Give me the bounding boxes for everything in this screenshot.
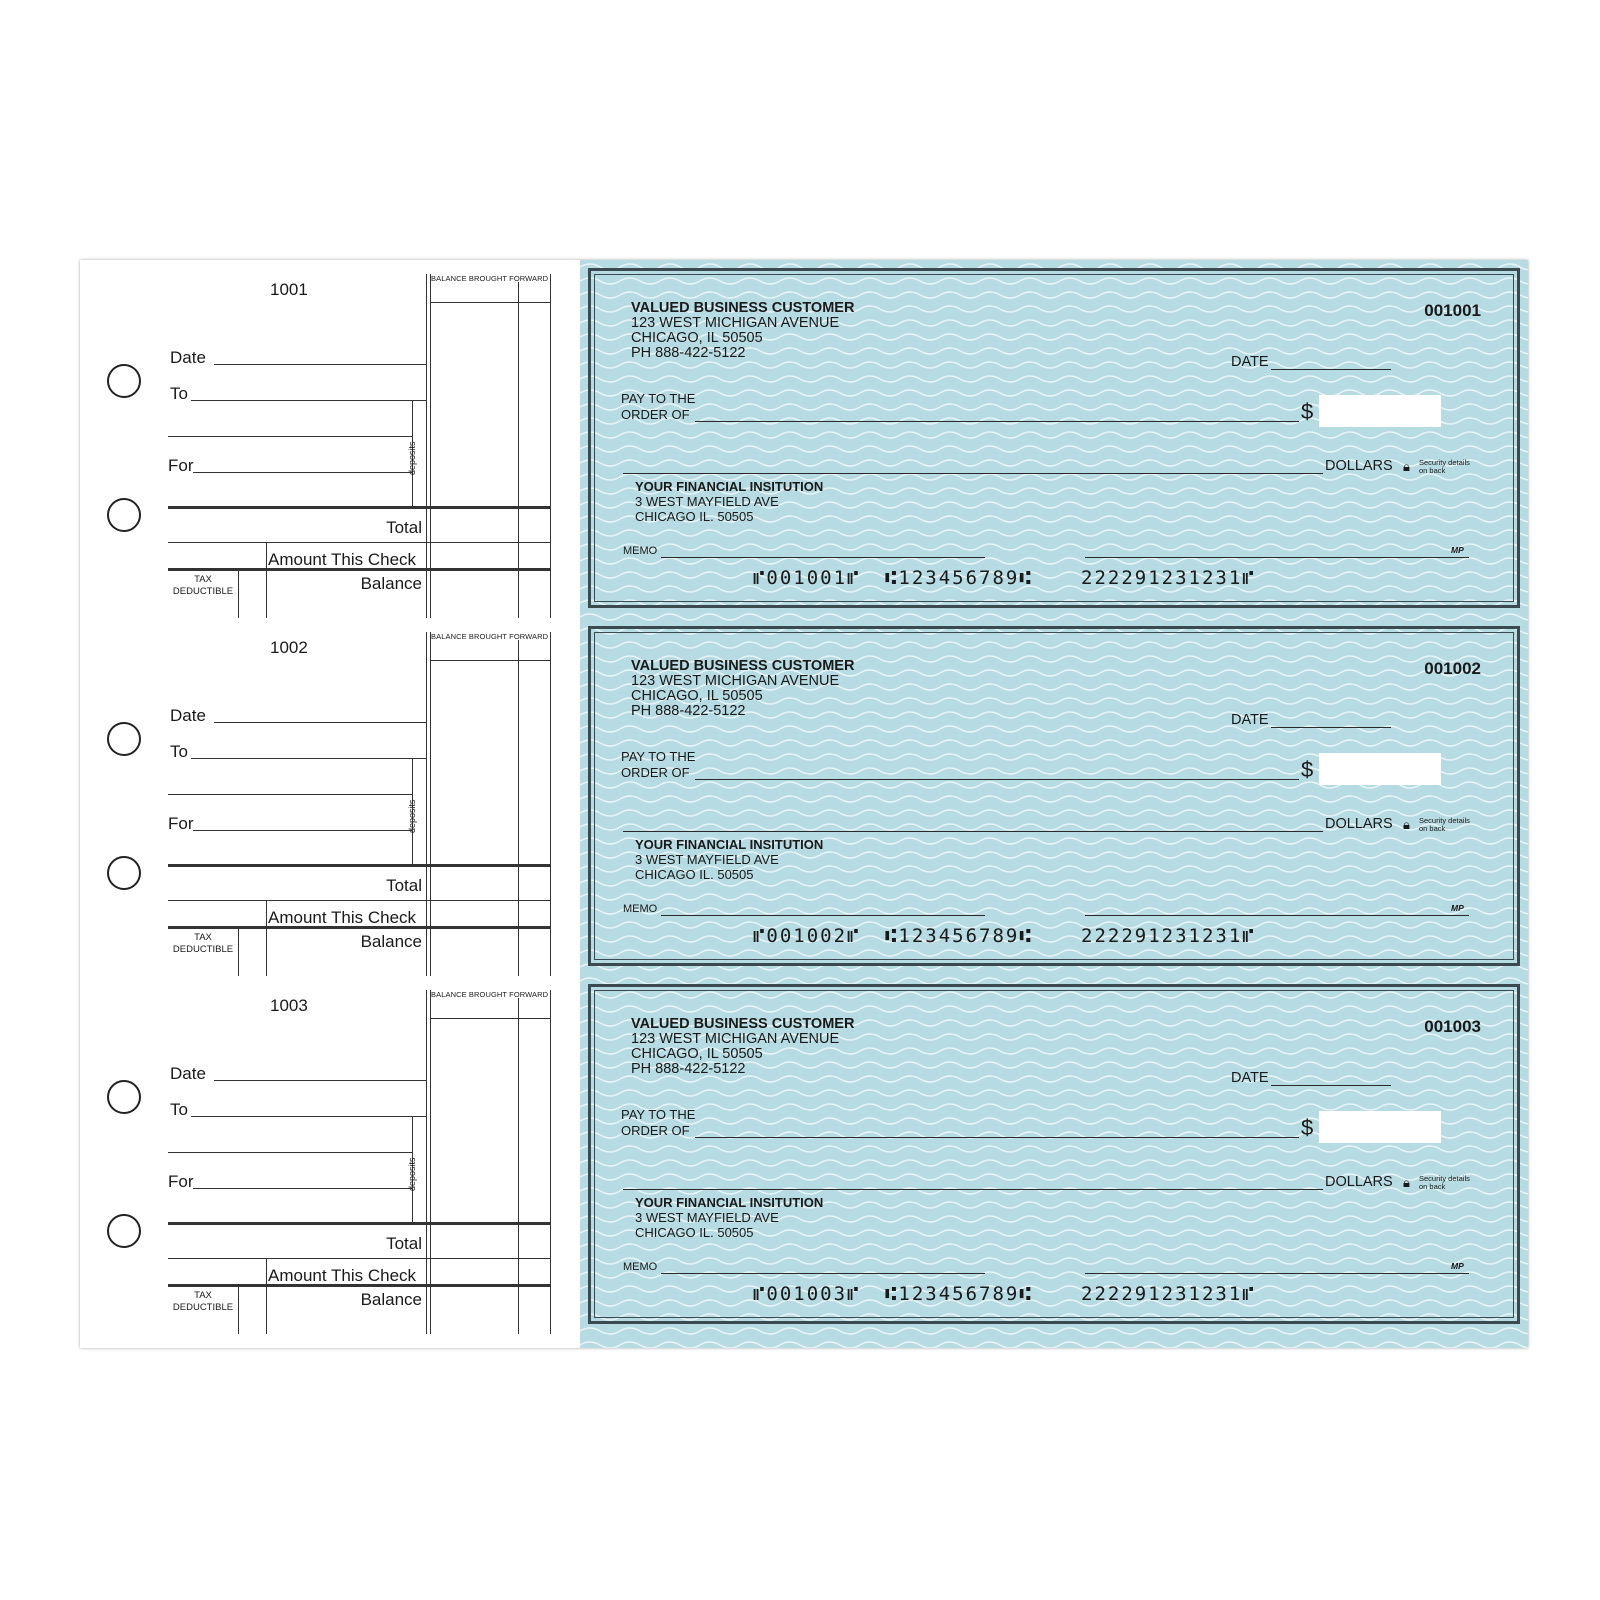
payee-field[interactable] <box>695 779 1299 780</box>
pay-to-label-line2: ORDER OF <box>621 1123 690 1138</box>
signature-line[interactable] <box>1085 557 1469 558</box>
memo-field[interactable] <box>661 557 985 558</box>
amount-this-check-label: Amount This Check <box>268 550 417 569</box>
memo-label: MEMO <box>623 1261 658 1273</box>
payee-field[interactable] <box>695 1137 1299 1138</box>
stub-balance-label: Balance <box>360 574 422 593</box>
security-details-note: Security details on back <box>1419 1174 1470 1191</box>
deposits-label: deposits <box>407 1157 417 1191</box>
company-phone: PH 888-422-5122 <box>631 703 746 719</box>
check <box>588 984 1520 1324</box>
security-details-note: Security details on back <box>1419 458 1470 475</box>
deposits-label: deposits <box>407 799 417 833</box>
dollar-sign: $ <box>1301 1115 1314 1140</box>
mp-mark: MP <box>1451 545 1464 555</box>
binder-hole <box>107 722 141 756</box>
bank-address-line2: CHICAGO IL. 50505 <box>635 1225 754 1240</box>
micr-routing-number: ⑆123456789⑆ <box>885 1283 1033 1305</box>
micr-account-number: 222291231231⑈ <box>1081 567 1256 589</box>
company-address-line2: CHICAGO, IL 50505 <box>631 688 763 704</box>
company-name: VALUED BUSINESS CUSTOMER <box>631 1016 855 1032</box>
checks-column <box>580 260 1528 1348</box>
company-name: VALUED BUSINESS CUSTOMER <box>631 658 855 674</box>
bank-address-line1: 3 WEST MAYFIELD AVE <box>635 1210 779 1225</box>
lock-icon: 🔒︎ <box>1403 1175 1410 1190</box>
amount-box[interactable] <box>1319 1111 1441 1143</box>
tax-deductible-label: TAX DEDUCTIBLE <box>172 574 234 597</box>
stubs-column <box>80 260 580 1348</box>
memo-label: MEMO <box>623 903 658 915</box>
dollars-label: DOLLARS <box>1325 1174 1393 1190</box>
micr-account-number: 222291231231⑈ <box>1081 925 1256 947</box>
signature-line[interactable] <box>1085 915 1469 916</box>
company-address-line1: 123 WEST MICHIGAN AVENUE <box>631 1031 840 1047</box>
pay-to-label-line1: PAY TO THE <box>621 391 696 406</box>
company-address-line1: 123 WEST MICHIGAN AVENUE <box>631 315 840 331</box>
amount-this-check-label: Amount This Check <box>268 908 417 927</box>
mp-mark: MP <box>1451 903 1464 913</box>
stub-number: 1002 <box>270 638 308 657</box>
dollar-sign: $ <box>1301 757 1314 782</box>
amount-box[interactable] <box>1319 395 1441 427</box>
mp-mark: MP <box>1451 1261 1464 1271</box>
bank-name: YOUR FINANCIAL INSITUTION <box>635 479 824 494</box>
check-stub <box>80 260 580 618</box>
stub-total-label: Total <box>386 1234 422 1253</box>
micr-check-number: ⑈001002⑈ <box>753 925 861 947</box>
bank-name: YOUR FINANCIAL INSITUTION <box>635 1195 824 1210</box>
signature-line[interactable] <box>1085 1273 1469 1274</box>
check-number: 001003 <box>1424 1017 1481 1036</box>
micr-routing-number: ⑆123456789⑆ <box>885 567 1033 589</box>
check <box>588 626 1520 966</box>
micr-account-number: 222291231231⑈ <box>1081 1283 1256 1305</box>
stub-balance-label: Balance <box>360 932 422 951</box>
stub-date-label: Date <box>170 1064 206 1083</box>
company-phone: PH 888-422-5122 <box>631 1061 746 1077</box>
stub-to-label: To <box>170 742 188 761</box>
dollar-sign: $ <box>1301 399 1314 424</box>
company-name: VALUED BUSINESS CUSTOMER <box>631 300 855 316</box>
date-label: DATE <box>1231 1070 1269 1086</box>
binder-hole <box>107 1214 141 1248</box>
binder-hole <box>107 364 141 398</box>
binder-hole <box>107 498 141 532</box>
balance-brought-forward-label: BALANCE BROUGHT FORWARD <box>431 274 549 283</box>
bank-address-line2: CHICAGO IL. 50505 <box>635 509 754 524</box>
dollars-label: DOLLARS <box>1325 458 1393 474</box>
check-number: 001002 <box>1424 659 1481 678</box>
pay-to-label-line1: PAY TO THE <box>621 1107 696 1122</box>
memo-label: MEMO <box>623 545 658 557</box>
amount-this-check-label: Amount This Check <box>268 1266 417 1285</box>
company-address-line1: 123 WEST MICHIGAN AVENUE <box>631 673 840 689</box>
bank-address-line2: CHICAGO IL. 50505 <box>635 867 754 882</box>
company-phone: PH 888-422-5122 <box>631 345 746 361</box>
stub-date-label: Date <box>170 706 206 725</box>
lock-icon: 🔒︎ <box>1403 459 1410 474</box>
balance-brought-forward-label: BALANCE BROUGHT FORWARD <box>431 990 549 999</box>
tax-deductible-label: TAX DEDUCTIBLE <box>172 1290 234 1313</box>
stub-balance-label: Balance <box>360 1290 422 1309</box>
amount-box[interactable] <box>1319 753 1441 785</box>
date-label: DATE <box>1231 354 1269 370</box>
pay-to-label-line2: ORDER OF <box>621 407 690 422</box>
stub-for-label: For <box>168 1172 194 1191</box>
binder-hole <box>107 856 141 890</box>
amount-words-field[interactable] <box>623 473 1323 474</box>
payee-field[interactable] <box>695 421 1299 422</box>
micr-check-number: ⑈001003⑈ <box>753 1283 861 1305</box>
tax-deductible-label: TAX DEDUCTIBLE <box>172 932 234 955</box>
memo-field[interactable] <box>661 1273 985 1274</box>
date-field[interactable] <box>1271 369 1391 370</box>
balance-brought-forward-label: BALANCE BROUGHT FORWARD <box>431 632 549 641</box>
pay-to-label-line2: ORDER OF <box>621 765 690 780</box>
amount-words-field[interactable] <box>623 1189 1323 1190</box>
date-field[interactable] <box>1271 1085 1391 1086</box>
check <box>588 268 1520 608</box>
date-label: DATE <box>1231 712 1269 728</box>
memo-field[interactable] <box>661 915 985 916</box>
company-address-line2: CHICAGO, IL 50505 <box>631 330 763 346</box>
binder-hole <box>107 1080 141 1114</box>
check-stub <box>80 976 580 1334</box>
stub-number: 1001 <box>270 280 308 299</box>
micr-routing-number: ⑆123456789⑆ <box>885 925 1033 947</box>
company-address-line2: CHICAGO, IL 50505 <box>631 1046 763 1062</box>
bank-address-line1: 3 WEST MAYFIELD AVE <box>635 494 779 509</box>
stub-number: 1003 <box>270 996 308 1015</box>
bank-name: YOUR FINANCIAL INSITUTION <box>635 837 824 852</box>
lock-icon: 🔒︎ <box>1403 817 1410 832</box>
check-stub <box>80 618 580 976</box>
dollars-label: DOLLARS <box>1325 816 1393 832</box>
check-number: 001001 <box>1424 301 1481 320</box>
security-details-note: Security details on back <box>1419 816 1470 833</box>
deposits-label: deposits <box>407 441 417 475</box>
stub-for-label: For <box>168 814 194 833</box>
stub-total-label: Total <box>386 876 422 895</box>
stub-to-label: To <box>170 1100 188 1119</box>
micr-check-number: ⑈001001⑈ <box>753 567 861 589</box>
stub-to-label: To <box>170 384 188 403</box>
check-sheet <box>80 260 1528 1348</box>
pay-to-label-line1: PAY TO THE <box>621 749 696 764</box>
amount-words-field[interactable] <box>623 831 1323 832</box>
bank-address-line1: 3 WEST MAYFIELD AVE <box>635 852 779 867</box>
stub-total-label: Total <box>386 518 422 537</box>
stub-date-label: Date <box>170 348 206 367</box>
stub-for-label: For <box>168 456 194 475</box>
date-field[interactable] <box>1271 727 1391 728</box>
